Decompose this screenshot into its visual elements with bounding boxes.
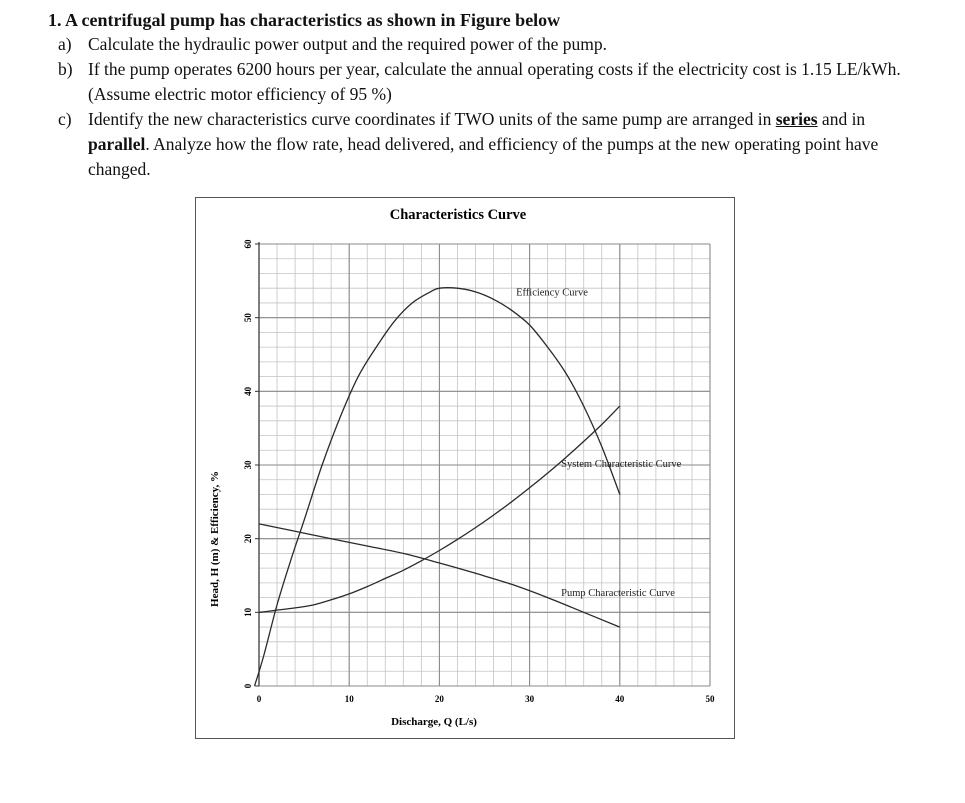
system-curve-label: System Characteristic Curve <box>561 459 682 471</box>
y-tick-label: 10 <box>243 607 253 617</box>
question-part <box>48 57 928 107</box>
part-text: Calculate the hydraulic power output and the required power of the pump. <box>88 34 608 54</box>
question-part <box>48 107 928 182</box>
x-tick-label: 0 <box>256 694 262 704</box>
question-part <box>48 32 928 57</box>
question-title: 1. A centrifugal pump has characteristics as shown in Figure below <box>48 10 561 30</box>
part-text: series <box>775 109 818 129</box>
part-text: . Analyze how the flow rate, head delivered, and efficiency of the pumps at the new operating point have changed. <box>88 134 879 179</box>
part-text: and in <box>817 109 866 129</box>
question-block <box>48 8 928 182</box>
part-text: parallel <box>88 134 146 154</box>
x-tick-label: 20 <box>434 694 444 704</box>
curve-labels <box>516 288 682 600</box>
y-tick-label: 0 <box>243 683 253 689</box>
y-tick-label: 50 <box>243 313 253 323</box>
x-tick-label: 40 <box>615 694 625 704</box>
axis-ticks <box>243 239 715 704</box>
efficiency-curve-label: Efficiency Curve <box>516 287 588 299</box>
x-tick-label: 30 <box>525 694 535 704</box>
x-tick-label: 10 <box>344 694 354 704</box>
x-tick-label: 50 <box>705 694 715 704</box>
y-axis-label: Head, H (m) & Efficiency, % <box>209 471 221 607</box>
y-tick-label: 40 <box>243 386 253 396</box>
part-label: c) <box>58 109 72 129</box>
part-text: Identify the new characteristics curve coordinates if TWO units of the same pump are arranged in <box>88 109 776 129</box>
chart-frame <box>195 197 735 739</box>
x-axis-label: Discharge, Q (L/s) <box>391 716 477 728</box>
y-tick-label: 60 <box>243 239 253 249</box>
characteristics-chart <box>196 198 736 740</box>
question-parts <box>48 32 928 182</box>
chart-title: Characteristics Curve <box>389 207 527 223</box>
part-text: If the pump operates 6200 hours per year, calculate the annual operating costs if the electricity cost is 1.15 LE/kWh. (Assume electric motor efficiency of 95 %) <box>88 59 901 104</box>
part-label: a) <box>58 34 72 54</box>
part-label: b) <box>58 59 73 79</box>
y-tick-label: 30 <box>243 460 253 470</box>
y-tick-label: 20 <box>243 534 253 544</box>
pump-curve-label: Pump Characteristic Curve <box>561 588 675 600</box>
